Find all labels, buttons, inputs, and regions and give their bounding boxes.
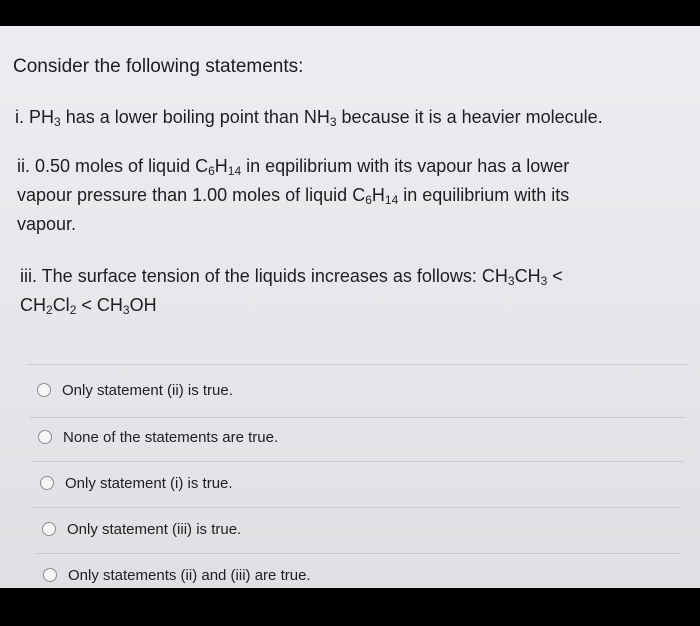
statement-ii (17, 152, 569, 239)
statement-ii-l2-e: in equilibrium with its (398, 185, 570, 205)
radio-circle-icon[interactable] (42, 522, 56, 536)
statement-iii-l2-a: CH (20, 295, 46, 315)
statement-ii-l2-c: H (371, 185, 385, 205)
radio-circle-icon[interactable] (37, 383, 51, 397)
divider (33, 507, 681, 508)
statement-iii-l1-a: iii. The surface tension of the liquids increases as follows: CH (20, 266, 508, 286)
statement-iii-l2-e: < CH (76, 295, 123, 315)
statement-iii-line-2 (20, 291, 563, 320)
statement-ii-line-3: vapour. (17, 214, 77, 234)
statement-iii-line-1 (20, 262, 563, 291)
statement-ii-l1-d: 14 (227, 164, 242, 178)
statement-iii-l2-c: Cl (52, 295, 70, 315)
statement-ii-l2-d: 14 (384, 193, 399, 207)
statement-ii-l2-a: vapour pressure than 1.00 moles of liquid C (17, 185, 366, 205)
radio-circle-icon[interactable] (40, 476, 54, 490)
divider (35, 553, 681, 554)
divider (31, 461, 683, 462)
statement-ii-l1-c: H (214, 156, 228, 176)
statement-iii-l2-b: 2 (46, 303, 53, 317)
answer-option-label: Only statement (ii) is true. (62, 381, 233, 399)
statement-i (15, 103, 603, 132)
answer-option-label: Only statements (ii) and (iii) are true. (68, 566, 311, 584)
radio-circle-icon[interactable] (43, 568, 57, 582)
radio-circle-icon[interactable] (38, 430, 52, 444)
answer-option-2[interactable] (38, 423, 278, 451)
statement-iii-l1-d: 3 (540, 274, 548, 288)
statement-ii-line-2 (17, 181, 569, 210)
statement-iii-l1-b: 3 (507, 274, 515, 288)
statement-iii-l1-e: < (547, 266, 563, 286)
divider (30, 417, 685, 418)
statement-i-text-e: because it is a heavier molecule. (336, 107, 603, 127)
statement-ii-l2-b: 6 (365, 193, 372, 207)
statement-i-text-a: i. PH (15, 107, 55, 127)
statement-i-sub-d: 3 (329, 115, 337, 129)
statement-i-text-c: has a lower boiling point than NH (60, 107, 330, 127)
question-card (0, 26, 700, 588)
statement-iii-l2-d: 2 (69, 303, 77, 317)
answer-option-label: None of the statements are true. (63, 428, 279, 446)
statement-iii-l1-c: CH (514, 266, 541, 286)
answer-option-1[interactable] (37, 376, 233, 404)
statement-iii-l2-g: OH (129, 295, 157, 315)
question-prompt: Consider the following statements: (13, 56, 304, 77)
answer-option-4[interactable] (42, 515, 241, 543)
answer-option-5[interactable] (43, 561, 311, 588)
statement-i-sub-b: 3 (54, 115, 61, 129)
statement-ii-l1-a: ii. 0.50 moles of liquid C (17, 156, 209, 176)
statement-ii-l1-e: in eqpilibrium with its vapour has a lower (241, 156, 570, 176)
answer-option-3[interactable] (40, 469, 233, 497)
answer-option-label: Only statement (i) is true. (65, 474, 233, 492)
answer-option-label: Only statement (iii) is true. (67, 520, 242, 538)
statement-iii-l2-f: 3 (122, 303, 130, 317)
statement-iii (20, 262, 563, 320)
statement-ii-l1-b: 6 (208, 164, 215, 178)
divider (28, 364, 688, 365)
statement-ii-line-1 (17, 152, 569, 181)
